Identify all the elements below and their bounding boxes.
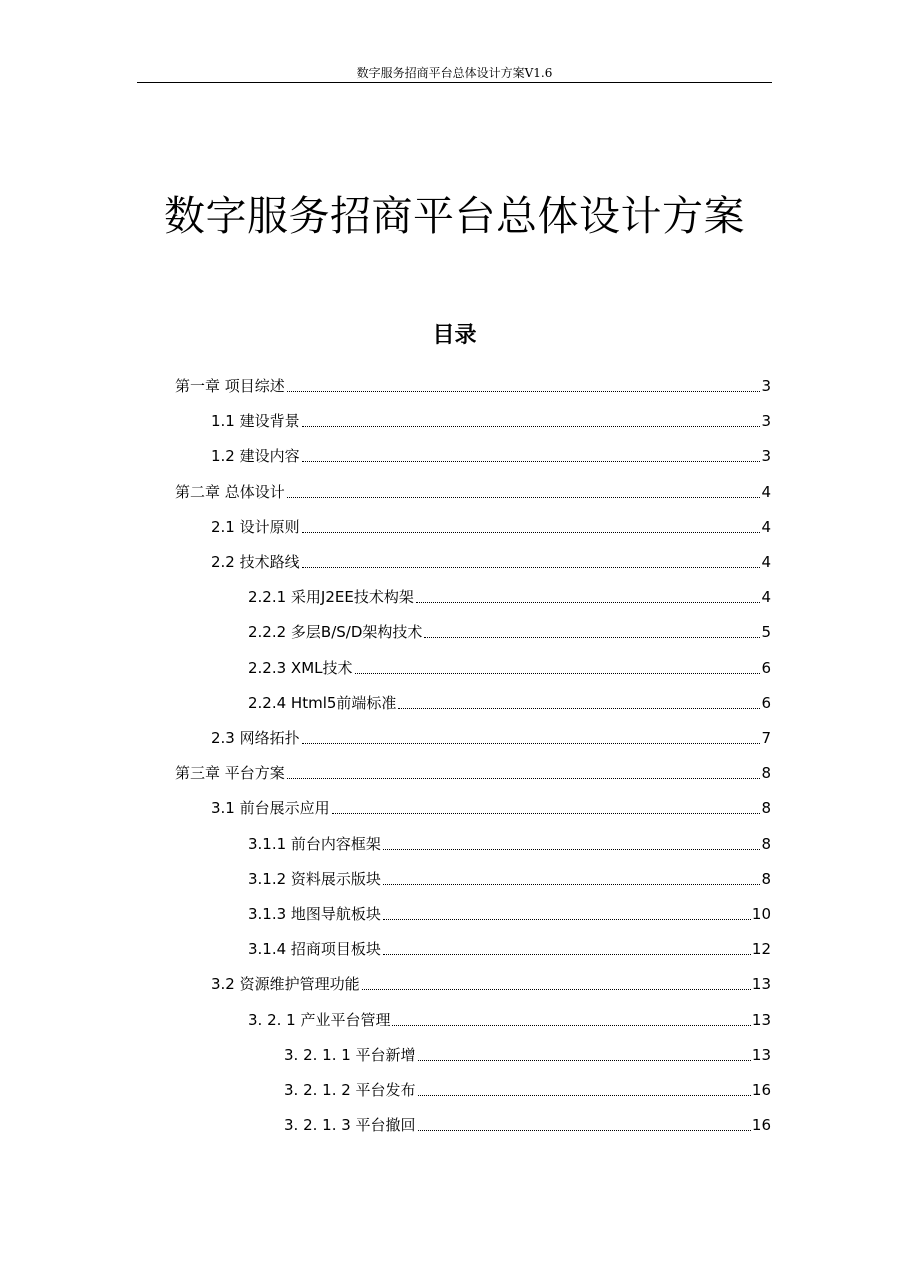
- toc-entry-page-number: 3: [761, 447, 771, 466]
- toc-entry-page-number: 8: [761, 869, 771, 888]
- toc-entry-label: 1.1 建设背景: [211, 412, 300, 431]
- toc-dot-leader: [392, 1025, 750, 1026]
- toc-entry[interactable]: [211, 442, 771, 466]
- toc-entry-label: 3.1.1 前台内容框架: [248, 834, 381, 853]
- toc-entry-label: 2.3 网络拓扑: [211, 729, 300, 747]
- toc-dot-leader: [424, 637, 760, 638]
- toc-entry-page-number: 4: [761, 588, 771, 607]
- toc-dot-leader: [332, 813, 761, 814]
- toc-entry[interactable]: [284, 1076, 771, 1100]
- toc-dot-leader: [418, 1095, 751, 1096]
- toc-entry-label: 第二章 总体设计: [175, 482, 285, 501]
- toc-dot-leader: [302, 532, 761, 533]
- toc-entry[interactable]: [175, 372, 771, 396]
- toc-entry-label: 2.2.2 多层B/S/D架构技术: [248, 623, 423, 642]
- toc-entry-label: 2.2.4 Html5前端标准: [248, 693, 397, 712]
- toc-dot-leader: [418, 1060, 751, 1061]
- toc-entry-page-number: 8: [761, 764, 771, 783]
- toc-entry[interactable]: [211, 407, 771, 431]
- toc-entry-label: 3. 2. 1. 1 平台新增: [284, 1045, 416, 1064]
- toc-entry-label: 3. 2. 1. 3 平台撤回: [284, 1116, 416, 1135]
- toc-entry[interactable]: [284, 1111, 771, 1135]
- toc-heading: 目录: [432, 323, 477, 348]
- toc-entry[interactable]: [211, 970, 771, 994]
- toc-entry-label: 2.2.3 XML技术: [248, 658, 353, 677]
- toc-entry-label: 第一章 项目综述: [175, 377, 285, 395]
- toc-entry[interactable]: [175, 478, 771, 502]
- toc-dot-leader: [383, 849, 761, 850]
- toc-entry-page-number: 7: [761, 729, 771, 747]
- toc-entry-label: 3. 2. 1. 2 平台发布: [284, 1081, 416, 1099]
- toc-entry-label: 3.1 前台展示应用: [211, 799, 330, 818]
- toc-entry-page-number: 13: [751, 975, 771, 994]
- toc-entry-label: 2.1 设计原则: [211, 517, 300, 536]
- toc-entry[interactable]: [211, 724, 771, 748]
- toc-dot-leader: [302, 567, 761, 568]
- toc-entry[interactable]: [175, 759, 771, 783]
- toc-entry-page-number: 8: [761, 799, 771, 818]
- toc-dot-leader: [287, 391, 761, 392]
- toc-entry[interactable]: [248, 865, 771, 889]
- toc-entry[interactable]: [211, 548, 771, 572]
- toc-entry-label: 3.1.2 资料展示版块: [248, 869, 381, 888]
- toc-entry-page-number: 12: [751, 940, 771, 959]
- toc-entry-page-number: 6: [761, 658, 771, 677]
- toc-entry[interactable]: [248, 935, 771, 959]
- toc-dot-leader: [302, 426, 761, 427]
- toc-entry-page-number: 4: [761, 482, 771, 501]
- toc-entry[interactable]: [248, 900, 771, 924]
- toc-entry[interactable]: [248, 830, 771, 854]
- toc-dot-leader: [302, 461, 761, 462]
- toc-entry-label: 2.2 技术路线: [211, 553, 300, 571]
- document-title: 数字服务招商平台总体设计方案: [164, 192, 745, 240]
- toc-entry[interactable]: [248, 583, 771, 607]
- toc-dot-leader: [418, 1130, 751, 1131]
- toc-entry-page-number: 5: [761, 623, 771, 642]
- page-header: 数字服务招商平台总体设计方案V1.6: [356, 66, 553, 80]
- toc-dot-leader: [383, 919, 751, 920]
- toc-entry[interactable]: [284, 1041, 771, 1065]
- toc-entry[interactable]: [248, 618, 771, 642]
- toc-entry-label: 3. 2. 1 产业平台管理: [248, 1010, 391, 1029]
- toc-entry-label: 第三章 平台方案: [175, 764, 285, 783]
- toc-entry[interactable]: [211, 794, 771, 818]
- toc-dot-leader: [287, 497, 761, 498]
- toc-dot-leader: [383, 884, 761, 885]
- toc-entry-label: 3.1.4 招商项目板块: [248, 940, 381, 959]
- toc-entry-page-number: 10: [751, 905, 771, 923]
- toc-entry-page-number: 6: [761, 693, 771, 712]
- toc-entry-page-number: 13: [751, 1045, 771, 1064]
- toc-dot-leader: [302, 743, 761, 744]
- toc-dot-leader: [287, 778, 761, 779]
- toc-entry[interactable]: [248, 1006, 771, 1030]
- toc-entry-label: 1.2 建设内容: [211, 447, 300, 466]
- toc-entry-page-number: 16: [751, 1081, 771, 1099]
- toc-dot-leader: [398, 708, 760, 709]
- toc-entry-label: 3.2 资源维护管理功能: [211, 975, 360, 994]
- toc-entry[interactable]: [248, 654, 771, 678]
- toc-dot-leader: [355, 673, 761, 674]
- toc-entry-label: 2.2.1 采用J2EE技术构架: [248, 588, 414, 607]
- toc-entry-page-number: 4: [761, 553, 771, 571]
- toc-entry-page-number: 16: [751, 1116, 771, 1135]
- toc-entry-page-number: 8: [761, 834, 771, 853]
- toc-dot-leader: [416, 602, 761, 603]
- toc-entry[interactable]: [248, 689, 771, 713]
- toc-dot-leader: [383, 954, 751, 955]
- toc-entry-page-number: 4: [761, 517, 771, 536]
- toc-dot-leader: [362, 989, 751, 990]
- toc-entry[interactable]: [211, 513, 771, 537]
- toc-entry-label: 3.1.3 地图导航板块: [248, 905, 381, 923]
- toc-entry-page-number: 13: [751, 1010, 771, 1029]
- toc-entry-page-number: 3: [761, 412, 771, 431]
- toc-entry-page-number: 3: [761, 377, 771, 395]
